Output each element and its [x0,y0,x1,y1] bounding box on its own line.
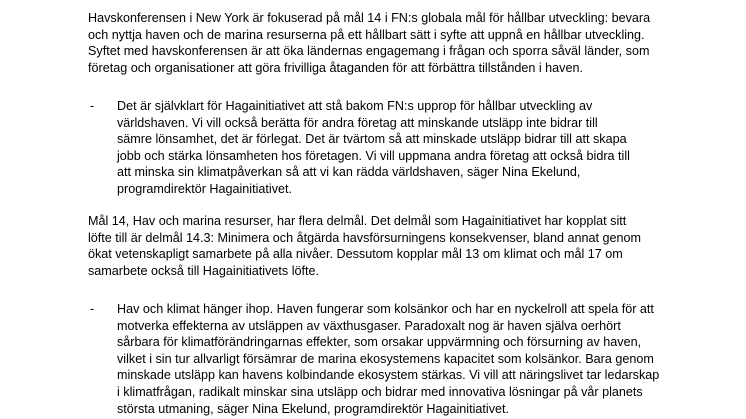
bullet-line: att minska sin klimatpåverkan så att vi kan rädda världshaven, säger Nina Ekelund, [117,165,581,180]
bullet-line: jobb och stärka lönsamheten hos företagen. Vi vill uppmana andra företag att också bidra till [117,148,630,163]
bullet-line: minskade utsläpp kan havens kolbindande ekosystem stärkas. Vi vill att näringslivet tar ledarskap [117,368,660,383]
bullet-line: världshaven. Vi vill också berätta för andra företag att minskande utsläpp inte bidrar till [117,115,598,130]
bullet-line: motverka effekterna av utsläppen av växthusgaser. Paradoxalt nog är haven själva oerhört [117,318,621,333]
bullet-marker: - [90,99,95,113]
bullet-line: programdirektör Hagainitiativet. [117,181,292,196]
bullet-line: Det är självklart för Hagainitiativet att stå bakom FN:s upprop för hållbar utveckling av [117,99,593,113]
paragraph-line: löfte till är delmål 14.3: Minimera och åtgärda havsförsurningens konsekvenser, bland annat genom [88,230,642,245]
paragraph-line: ökat vetenskapligt samarbete på alla nivåer. Dessutom kopplar mål 13 om klimat och mål 17 om [88,247,623,262]
bullet-text [117,98,630,198]
bullet-line: Hav och klimat hänger ihop. Haven fungerar som kolsänkor och har en nyckelroll att spela för att [117,302,654,316]
bullet-line: vilket i sin tur allvarligt försämrar de marina ekosystemens kapacitet som kolsänkor. Bara genom [117,351,654,366]
paragraph-line: företag och organisationer att göra frivilliga åtaganden för att förbättra tillstånden i haven. [88,60,583,75]
paragraph-line: Mål 14, Hav och marina resurser, har flera delmål. Det delmål som Hagainitiativet har kopplat sitt [88,214,627,228]
bullet-line: i klimatfrågan, radikalt minskar sina utsläpp och bidrar med innovativa lösningar på vår planets [117,384,643,399]
paragraph-line: samarbete också till Hagainitiativets löfte. [88,263,319,278]
paragraph-conference-intro [88,10,650,76]
bullet-text [117,301,659,417]
paragraph-line: och nyttja haven och de marina resurserna på ett hållbart sätt i syfte att uppnå en hållbar utveckling. [88,27,645,42]
bullet-line: sämre lönsamhet, det är förlegat. Det är tvärtom så att minskade utsläpp bidrar till att skapa [117,132,627,147]
bullet-line: sårbara för klimatförändringarnas effekter, som orsakar uppvärmning och försurning av haven, [117,335,642,350]
bullet-marker: - [90,302,95,316]
bullet-line: största utmaning, säger Nina Ekelund, programdirektör Hagainitiativet. [117,401,509,416]
paragraph-line: Havskonferensen i New York är fokuserad på mål 14 i FN:s globala mål för hållbar utveckling: bevara [88,11,651,25]
paragraph-goal-14 [88,213,641,279]
paragraph-line: Syftet med havskonferensen är att öka ländernas engagemang i frågan och sporra såväl länder, som [88,44,650,59]
